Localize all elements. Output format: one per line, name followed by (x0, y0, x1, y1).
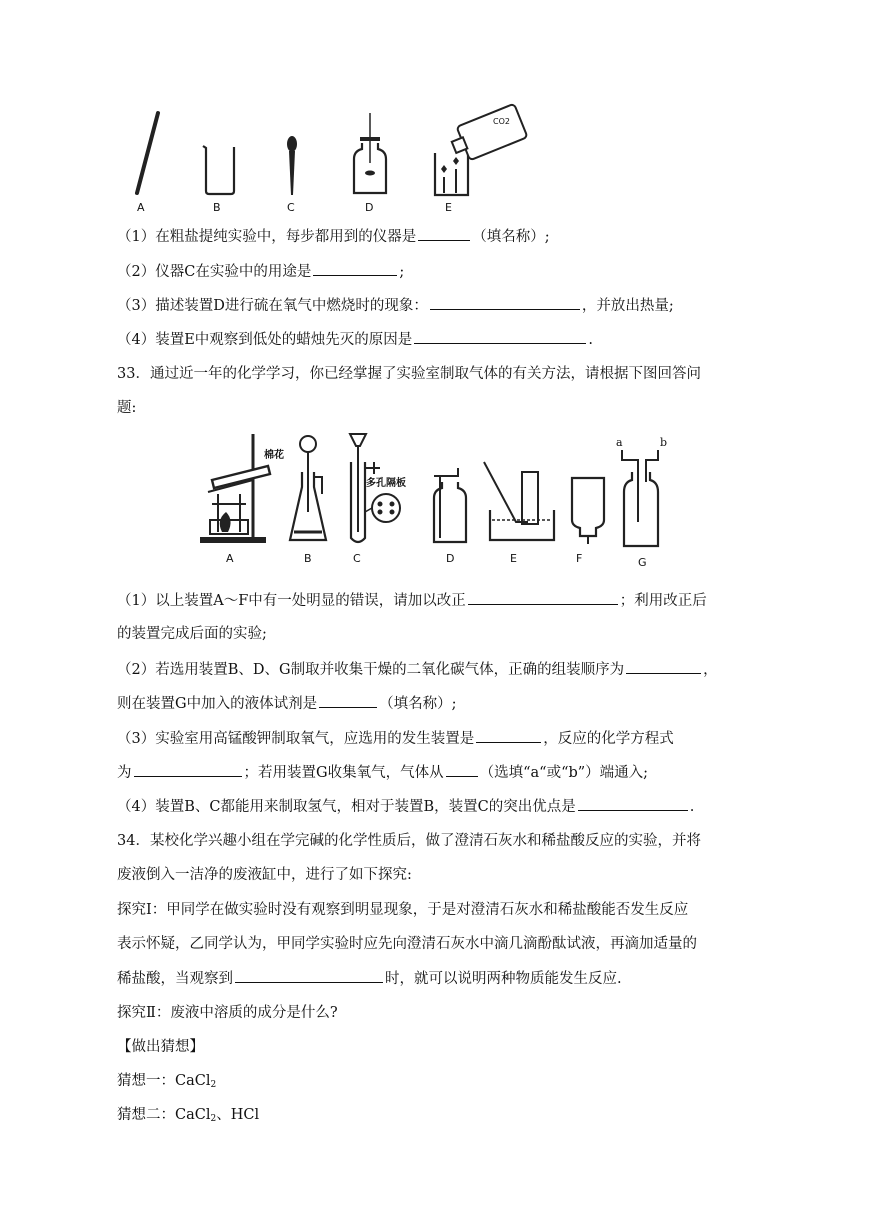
q33-part-4: （4）装置B、C都能用来制取氢气，相对于装置B，装置C的突出优点是 . (117, 796, 694, 817)
port-b-label: b (660, 436, 668, 449)
co2-bottle-label: CO2 (493, 117, 510, 126)
fig1-label-e: E (445, 201, 452, 214)
cotton-label: 棉花 (264, 450, 284, 461)
fig2-label-d: D (446, 552, 455, 565)
q33-intro-line-2: 题: (117, 400, 137, 416)
q34-explore-2: 探究Ⅱ：废液中溶质的成分是什么? (117, 1005, 338, 1021)
q34-intro-line-2: 废液倒入一洁净的废液缸中，进行了如下探究: (117, 867, 412, 883)
q34-guess-1: 猜想一：CaCl$_2$ (117, 1073, 217, 1090)
apparatus-f-icon (568, 476, 608, 546)
fig2-label-a: A (226, 552, 234, 565)
q32-part-1: （1）在粗盐提纯实验中，每步都用到的仪器是 （填名称）; (117, 226, 550, 247)
q33-part-2-line-1: （2）若选用装置B、D、G制取并收集干燥的二氧化碳气体，正确的组装顺序为 ， (117, 659, 718, 680)
q32-part-4: （4）装置E中观察到低处的蜡烛先灭的原因是 . (117, 329, 593, 350)
answer-blank[interactable] (468, 590, 618, 605)
q33-part-3-line-2: 为 ；若用装置G收集氧气，气体从 （选填“a“或“b”）端通入; (117, 762, 648, 783)
answer-blank[interactable] (430, 295, 580, 310)
beaker-icon (200, 143, 240, 198)
apparatus-c-icon (346, 432, 426, 547)
porous-plate-label: 多孔隔板 (366, 478, 406, 489)
fig2-label-g: G (638, 556, 647, 569)
q34-explore-1-line-2: 表示怀疑，乙同学认为，甲同学实验时应先向澄清石灰水中滴几滴酚酞试液，再滴加适量的 (117, 936, 697, 952)
q32-part-2: （2）仪器C在实验中的用途是 ; (117, 261, 404, 282)
q33-part-1-line-2: 的装置完成后面的实验; (117, 626, 267, 642)
q32-part-3: （3）描述装置D进行硫在氧气中燃烧时的现象： ，并放出热量; (117, 295, 674, 316)
apparatus-g-icon (618, 442, 668, 552)
fig2-label-f: F (576, 552, 583, 565)
figure-1 (125, 105, 525, 220)
answer-blank[interactable] (319, 693, 377, 708)
q34-heading: 【做出猜想】 (117, 1039, 204, 1055)
q34-explore-1-line-3: 稀盐酸，当观察到 时，就可以说明两种物质能发生反应. (117, 968, 622, 989)
fig2-label-b: B (304, 552, 312, 565)
answer-blank[interactable] (578, 796, 688, 811)
gas-jar-icon (350, 113, 390, 198)
co2-pouring-icon (430, 105, 530, 200)
fig1-label-c: C (287, 201, 295, 214)
glass-rod-icon (125, 105, 165, 200)
apparatus-b-icon (288, 432, 338, 547)
fig1-label-a: A (137, 201, 145, 214)
apparatus-d-icon (430, 462, 480, 547)
fig1-label-d: D (365, 201, 374, 214)
fig2-label-c: C (353, 552, 361, 565)
apparatus-e-icon (488, 462, 568, 547)
q33-part-2-line-2: 则在装置G中加入的液体试剂是 （填名称）; (117, 693, 456, 714)
answer-blank[interactable] (446, 762, 478, 777)
dropper-icon (283, 135, 303, 200)
answer-blank[interactable] (414, 329, 586, 344)
q33-part-3-line-1: （3）实验室用高锰酸钾制取氧气，应选用的发生装置是 ，反应的化学方程式 (117, 728, 674, 749)
answer-blank[interactable] (476, 728, 541, 743)
q34-guess-2: 猜想二：CaCl$_2$、HCl (117, 1107, 260, 1124)
q34-intro-line-1: 34．某校化学兴趣小组在学完碱的化学性质后，做了澄清石灰水和稀盐酸反应的实验，并将 (117, 833, 701, 849)
q33-part-1-line-1: （1）以上装置A～F中有一处明显的错误，请加以改正 ；利用改正后 (117, 590, 707, 611)
answer-blank[interactable] (418, 226, 470, 241)
answer-blank[interactable] (235, 968, 383, 983)
q34-explore-1-line-1: 探究Ⅰ：甲同学在做实验时没有观察到明显现象，于是对澄清石灰水和稀盐酸能否发生反应 (117, 902, 689, 918)
answer-blank[interactable] (626, 659, 701, 674)
answer-blank[interactable] (313, 261, 397, 276)
q33-intro-line-1: 33．通过近一年的化学学习，你已经掌握了实验室制取气体的有关方法，请根据下图回答问 (117, 366, 701, 382)
fig1-label-b: B (213, 201, 221, 214)
answer-blank[interactable] (134, 762, 242, 777)
fig2-label-e: E (510, 552, 517, 565)
figure-2 (198, 432, 678, 572)
port-a-label: a (616, 436, 623, 449)
